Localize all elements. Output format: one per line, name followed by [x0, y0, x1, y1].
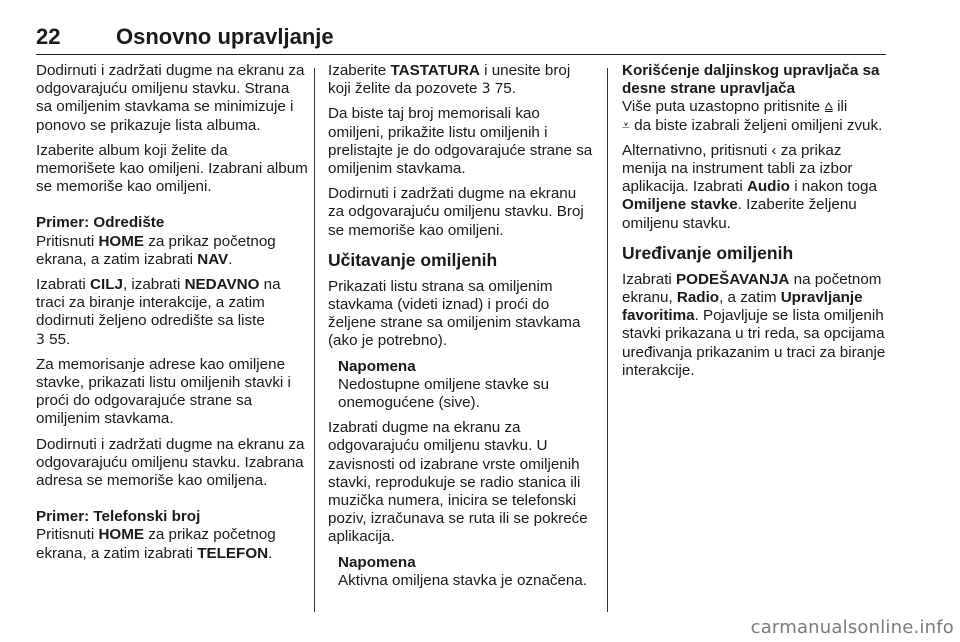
section-heading-loading: Učitavanje omiljenih	[328, 249, 498, 270]
paragraph: Izaberite TASTATURA i unesite broj koji želite da pozovete 3 75.	[328, 62, 571, 98]
page-title: Osnovno upravljanje	[116, 24, 334, 49]
paragraph: Pritisnuti HOME za prikaz početnog ekrana, a zatim izabrati NAV.	[36, 232, 276, 268]
note-title: Napomena	[338, 553, 416, 571]
paragraph: Alternativno, pritisnuti ‹ za prikaz menija na instrument tabli za izbor aplikacija. Izabrati Audio i nakon toga Omiljene stavke. Izaberite željenu omiljenu stavku.	[622, 141, 877, 232]
section-heading-phone: Primer: Telefonski broj	[36, 508, 201, 526]
watermark: carmanualsonline.info	[750, 617, 954, 638]
paragraph: Dodirnuti i zadržati dugme na ekranu za odgovarajuću omiljenu stavku. Broj se memoriše kao omiljeni.	[328, 185, 584, 239]
section-heading-editing: Uređivanje omiljenih	[622, 242, 794, 263]
page-reference-icon: 3	[36, 331, 45, 348]
page-number: 22	[36, 24, 61, 49]
page-header	[36, 22, 886, 55]
note-box	[338, 358, 596, 413]
column-divider-1	[314, 68, 315, 612]
page-reference-icon: 3	[481, 81, 491, 98]
seek-down-icon: ⩡	[622, 117, 630, 134]
paragraph: Pritisnuti HOME za prikaz početnog ekrana, a zatim izabrati TELEFON.	[36, 526, 276, 562]
section-heading-destination: Primer: Odredište	[36, 214, 165, 232]
column-1	[36, 62, 308, 570]
paragraph: Da biste taj broj memorisali kao omiljeni, prikažite listu omiljenih i prelistajte je do odgovarajuće strane sa omiljenim stavkama.	[328, 105, 593, 178]
paragraph: Za memorisanje adrese kao omiljene stavke, prikazati listu omiljenih stavki i proći do odgovarajuće strane sa omiljenim stavkama.	[36, 355, 291, 428]
back-arrow-icon: ‹	[771, 141, 777, 159]
note-title: Napomena	[338, 357, 416, 375]
paragraph: Izabrati PODEŠAVANJA na početnom ekranu, Radio, a zatim Upravljanje favoritima. Pojavljuje se lista omiljenih stavki prikazana u tri reda, sa opcijama uređivanja prikazanim u traci za biranje interakcije.	[622, 270, 886, 379]
paragraph: Izaberite album koji želite da memorišete kao omiljeni. Izabrani album se memoriše kao omiljeni.	[36, 141, 308, 196]
note-text: Aktivna omiljena stavka je označena.	[338, 571, 588, 589]
column-3	[622, 62, 888, 387]
section-heading-steering-controls: Korišćenje daljinskog upravljača sa desne strane upravljača	[622, 62, 880, 98]
paragraph: Više puta uzastopno pritisnite ⩠ ili ⩡ da biste izabrali željeni omiljeni zvuk.	[622, 98, 883, 134]
paragraph: Dodirnuti i zadržati dugme na ekranu za odgovarajuću omiljenu stavku. Izabrana adresa se memoriše kao omiljena.	[36, 435, 305, 490]
column-2	[328, 62, 596, 597]
column-divider-2	[607, 68, 608, 612]
note-text: Nedostupne omiljene stavke su onemogućene (sive).	[338, 375, 550, 412]
paragraph: Dodirnuti i zadržati dugme na ekranu za odgovarajuću omiljenu stavku. Strana sa omiljenim stavkama se minimizuje i ponovo se prikazuje lista albuma.	[36, 62, 305, 134]
paragraph: Izabrati dugme na ekranu za odgovarajuću omiljenu stavku. U zavisnosti od izabrane vrste omiljenih stavki, reprodukuje se radio stanica ili muzička numera, inicira se telefonski poziv, izračunava se ruta ili se pokreće aplikacija.	[328, 419, 588, 546]
paragraph: Prikazati listu strana sa omiljenim stavkama (videti iznad) i proći do željene strane sa omiljenim stavkama (ako je potrebno).	[328, 277, 581, 350]
paragraph: Izabrati CILJ, izabrati NEDAVNO na traci za biranje interakcije, a zatim dodirnuti željeno odredište sa liste 3 55.	[36, 276, 281, 348]
seek-up-icon: ⩠	[824, 99, 833, 116]
note-box	[338, 554, 596, 590]
